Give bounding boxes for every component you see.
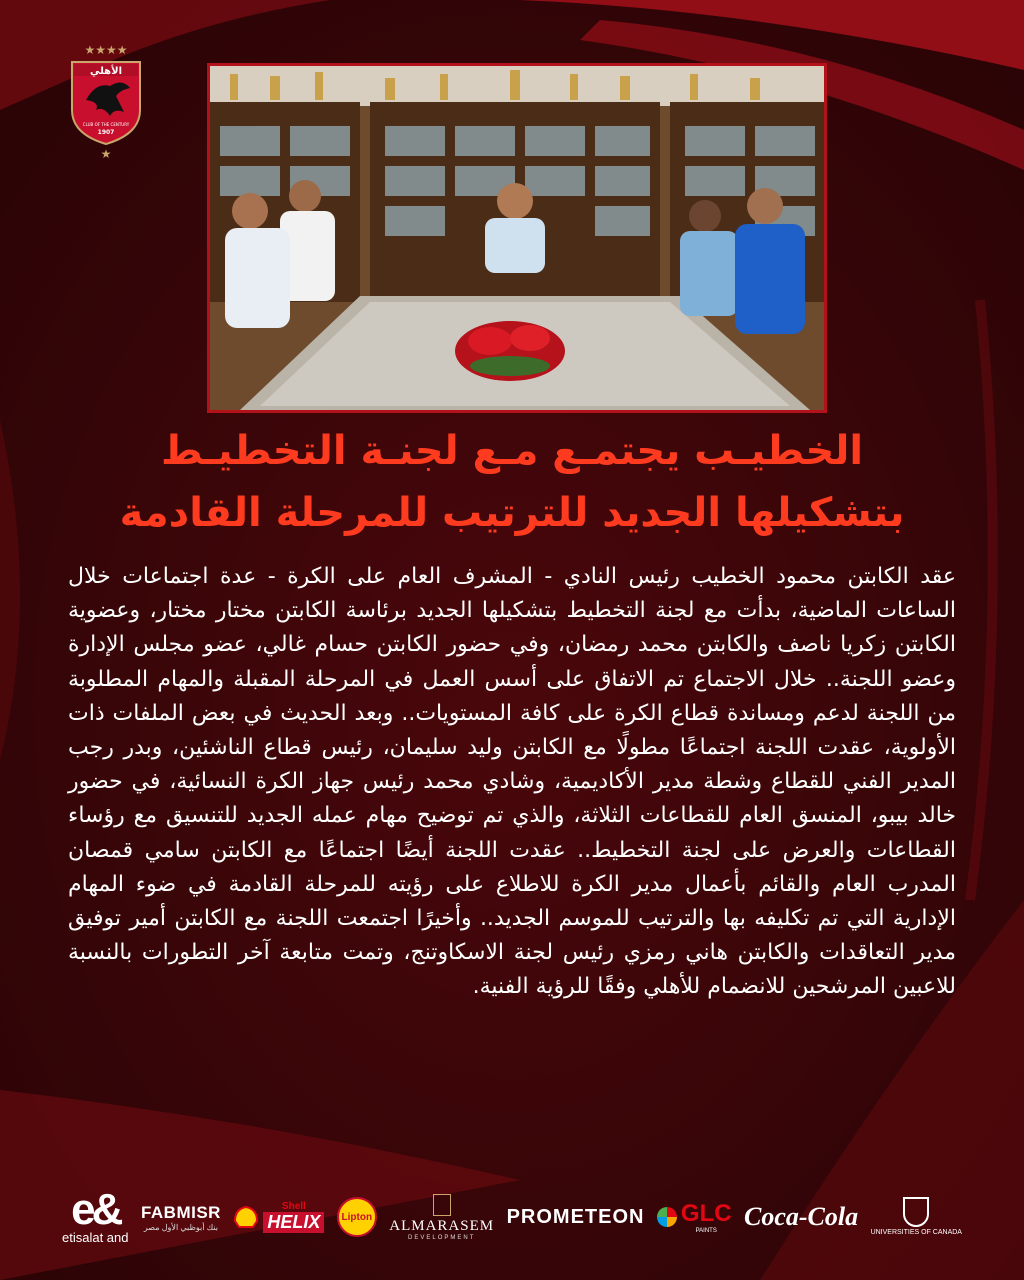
lipton-name: Lipton (341, 1211, 373, 1223)
shell-brand: Shell (281, 1201, 306, 1212)
headline-line-2: بتشكيلها الجديد للترتيب للمرحلة القادمة (119, 490, 905, 536)
almarasem-emblem-icon (433, 1194, 451, 1216)
logo-stars: ★★★★ (84, 43, 128, 57)
sponsor-lipton (337, 1197, 377, 1237)
etisalat-name: etisalat and (62, 1229, 129, 1245)
club-logo (66, 42, 146, 162)
glc-icon (657, 1207, 677, 1227)
glc-name: GLC (680, 1200, 732, 1227)
sponsor-almarasem (389, 1194, 494, 1241)
prometeon-name: PROMETEON (506, 1205, 645, 1228)
shell-product: HELIX (263, 1212, 324, 1233)
shell-text (263, 1201, 324, 1233)
meeting-photo (207, 63, 827, 413)
sponsor-strip (62, 1182, 962, 1252)
sponsor-prometeon (507, 1206, 645, 1229)
article-body: عقد الكابتن محمود الخطيب رئيس النادي - المشرف العام على الكرة - عدة اجتماعات خلال الساعات الماضية، بدأت مع لجنة التخطيط بتشكيلها الجديد برئاسة الكابتن مختار مختار، وعضوية الكابتن زكريا ناصف والكابتن محمد رمضان، وفي حضور الكابتن حسام غالي، عضو مجلس الإدارة وعضو اللجنة.. خلال الاجتماع تم الاتفاق على أسس العمل في المرحلة المقبلة والمهام المطلوبة من اللجنة لدعم ومساندة قطاع الكرة على كافة المستويات.. وبعد الحديث في بعض الملفات ذات الأولوية، عقدت اللجنة اجتماعًا مطولًا مع الكابتن وليد سليمان، رئيس قطاع الناشئين، وبدر رجب المدير الفني للقطاع وشطة مدير الأكاديمية، وشادي محمد رئيس جهاز الكرة النسائية، في حضور خالد بيبو، المنسق العام للقطاعات الثلاثة، والذي تم توضيح مهام عمله الجديد للتنسيق مع رؤساء القطاعات والعرض على لجنة التخطيط.. عقدت اللجنة أيضًا اجتماعًا مع الكابتن سامي قمصان المدرب العام والقائم بأعمال مدير الكرة للاطلاع على رؤيته للمرحلة القادمة في ضوء المهام الإدارية التي تم تكليفه بها والترتيب للموسم الجديد.. وأخيرًا اجتمعت اللجنة مع الكابتن أمير توفيق مدير التعاقدات والكابتن هاني رمزي رئيس لجنة الاسكاوتنج، وتمت متابعة آخر التطورات بالنسبة للاعبين المرشحين للانضمام للأهلي وفقًا للرؤية الفنية. (68, 564, 956, 1000)
almarasem-subtitle: DEVELOPMENT (408, 1234, 476, 1241)
etisalat-logo-mark: e& (71, 1184, 120, 1234)
headline-line-1: الخطيـب يجتمـع مـع لجنـة التخطيـط (160, 428, 864, 474)
almarasem-name: ALMARASEM (389, 1217, 495, 1234)
cocacola-name: Coca-Cola (744, 1202, 859, 1231)
sponsor-glc (657, 1200, 732, 1234)
logo-year: 1907 (97, 129, 115, 136)
logo-subtitle: CLUB OF THE CENTURY (82, 122, 130, 127)
glc-text (681, 1200, 732, 1234)
headline (60, 420, 964, 544)
fabmisr-subtitle: بنك أبوظبي الأول مصر (143, 1222, 219, 1232)
sponsor-fabmisr (141, 1203, 221, 1232)
shell-icon (233, 1205, 259, 1229)
canada-name: UNIVERSITIES OF CANADA (870, 1229, 962, 1236)
sponsor-universities-of-canada (871, 1197, 962, 1237)
logo-star-bottom: ★ (100, 147, 112, 161)
glc-subtitle: PAINTS (695, 1228, 717, 1234)
canada-crest-icon (903, 1197, 929, 1227)
sponsor-cocacola (744, 1202, 858, 1232)
fabmisr-name: FABMISR (140, 1202, 221, 1222)
sponsor-shell-helix (233, 1201, 324, 1233)
sponsor-etisalat (62, 1184, 129, 1245)
logo-arabic-name: الأهلي (89, 66, 123, 77)
